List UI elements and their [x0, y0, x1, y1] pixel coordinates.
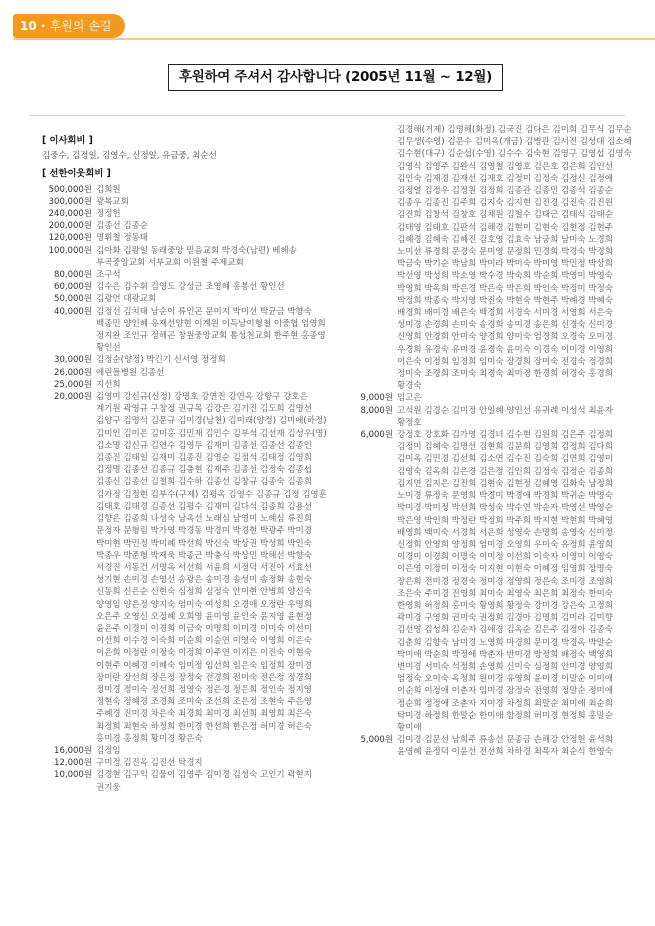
donor-entry — [42, 306, 327, 355]
donation-amount: 120,000원 — [48, 233, 92, 244]
donor-names: 정정헌 — [96, 209, 121, 220]
donor-names: 김정순(양정) 박긴기 신서영 정정희 — [96, 355, 226, 366]
donor-names: 김미경 김문선 남희주 류송선 문종금 손해강 안정헌 윤석희 윤영혜 윤정덕 이윤선 전선희 차하경 최목자 최순식 한영숙 — [397, 735, 613, 758]
donor-names: 강정호 강호화 김가영 김경녀 김수현 김원희 김은주 김정희 김정미 김혜숙 김명선 김현희 김문희 김영희 김정희 김다희 김미옥 김민경 김선희 김소연 김수진 김숙희 김연희 김영미 김영숙 김옥희 김은경 김은정 김인희 김정숙 김정순 김종희 김지연 김지은 김진희 김현숙 김현정 김혜영 김화숙 남정희 노미경 류정숙 문영희 박경미 박경애 박경희 박귀순 박명숙 박미경 박미정 박선희 박성숙 박수연 박순자 박영선 박영순 박은영 박인희 박정란 박정희 박주희 박지현 박현희 박혜영 배영희 백미숙 서경희 서은희 성영숙 손명희 송영숙 신미정 신정희 안영희 양정희 엄미경 오영희 우미숙 유정희 윤영희 이경미 이경희 이명숙 이미정 이선희 이숙자 이영미 이영숙 이은영 이정미 이정숙 이지현 이현숙 이혜정 임영희 장명숙 장은희 전미경 정경숙 정미경 정영희 정은숙 조미경 조영희 조은숙 주미경 진영희 최미숙 최영숙 최은희 최정숙 한미숙 한영희 허정희 홍미숙 황영희 황정숙 강미경 강은숙 고정희 곽미경 구영희 권미숙 권정희 김경아 김명희 김미라 김미향 김선영 김성희 김순자 김애경 김옥순 김은주 김정아 김종숙 김춘희 김향숙 남미경 노영희 마경희 문미경 박경옥 박말순 박미애 박순희 박정애 박춘자 반미경 방정희 배정숙 백영희 변미경 서미숙 석정희 손영희 신미숙 심정희 안미경 양영희 엄정숙 오미숙 옥정희 원미경 유영희 윤미경 이말순 이미애 이순희 이정애 이춘자 임미경 장정숙 전영희 정말순 정미애 정순희 정정애 조춘자 지미경 차정희 최말순 최미애 최순희 탁미경 하정희 한말순 한미애 함정희 허미경 현정희 홍말순 황미애 — [397, 430, 613, 733]
donation-amount: 10,000원 — [54, 770, 92, 781]
donation-amount: 300,000원 — [48, 196, 92, 207]
donor-entry — [42, 245, 327, 269]
donation-amount: 20,000원 — [54, 392, 92, 403]
donation-amount: 5,000원 — [360, 735, 393, 746]
board-title: [ 이사회비 ] — [42, 135, 93, 146]
title-divider — [30, 115, 625, 116]
donation-amount: 9,000원 — [360, 393, 393, 404]
donor-names: 김경현 김구익 김물이 김영주 김미경 김성숙 고인기 곽현지 권기웅 — [96, 770, 312, 793]
donor-entry — [42, 769, 327, 793]
page-number: 10 — [20, 19, 37, 33]
donor-names: 김정임 — [96, 745, 121, 756]
donor-entry — [42, 281, 327, 293]
donor-names: 구미정 김진옥 김진선 탁경지 — [96, 758, 203, 769]
donation-amount: 40,000원 — [54, 306, 92, 317]
donor-names: 명휘철 정동태 — [96, 233, 148, 244]
donation-amount: 50,000원 — [54, 294, 92, 305]
donor-names: 김정선 김치태 남순이 류인곤 문미지 박미선 박균금 박향숙 백종민 양인혜 유재선양현 이계원 이득남이형철 이중협 임영희 정지완 조인규 정해곤 창원중앙교회 톰성천교회 한주현 홍종영 황인선 — [96, 306, 326, 354]
left-column — [42, 124, 327, 794]
donation-amount: 240,000원 — [48, 209, 92, 220]
donor-names: 지선희 — [96, 379, 121, 390]
donation-amount: 60,000원 — [54, 282, 92, 293]
donor-entry — [348, 124, 638, 392]
donor-entry — [42, 391, 327, 745]
donation-amount: 100,000원 — [48, 245, 92, 256]
donation-amount: 200,000원 — [48, 221, 92, 232]
donor-entry — [42, 232, 327, 244]
donor-entry — [42, 220, 327, 232]
donor-names: 조구석 — [96, 270, 121, 281]
donor-entry — [42, 367, 327, 379]
bullet: · — [40, 19, 46, 33]
donor-names: 임고은 — [397, 393, 422, 404]
header-line — [13, 38, 655, 40]
donation-amount: 26,000원 — [54, 367, 92, 378]
donation-amount: 500,000원 — [48, 184, 92, 195]
donation-amount: 30,000원 — [54, 355, 92, 366]
page-title: 후원하여 주셔서 감사합니다 (2005년 11월 ~ 12월) — [168, 64, 503, 91]
donation-amount: 6,000원 — [360, 430, 393, 441]
donor-names: 김아화 김왕일 동래중앙 믿음교회 박경숙(남편) 베헤송 부곡중앙교회 서부교회 이원철 주제교회 — [96, 245, 297, 268]
donor-names: 김희원 — [96, 184, 121, 195]
donor-names: 에린들병원 김종선 — [96, 367, 165, 378]
donor-names: 김종선 김종순 — [96, 221, 148, 232]
donor-entry — [42, 293, 327, 305]
donor-entry — [42, 208, 327, 220]
donation-amount: 80,000원 — [54, 270, 92, 281]
right-donor-list — [348, 124, 638, 759]
donor-entry — [42, 379, 327, 391]
donor-names: 김영미 강신규(신정) 강명호 강연진 강연옥 강향구 강호은 계기원 곽영규 구창정 권규목 김강은 김기진 김도희 김명선 김양구 김명석 김문규 김미경(남천) 김미래(양정) 김미애(하정) 김미인 김미은 김미홍 김민재 김민수 김부석 김선재 김성우(명) 김소명 김신규 김연수 김영두 김재미 김종선 김종선 김종인 김종진 김태일 김재미 김종진 김영순 김점석 김태정 김영희 김정명 김종선 김종규 김충현 김재주 김종선 김정숙 김종섭 김종신 김종선 김철희 김수하 김종선 김창규 김종숙 김종희 김가정 김정현 김부수(구제) 김평옥 김영수 김종규 김정 김영훈 김태호 김태경 김종선 김평수 김재미 김다석 김종희 김용선 김향은 김종희 나성숙 남옥선 노래심 남영미 노혜심 류진희 문정자 문형림 박가영 박경동 박경미 박경현 박광주 박미경 박미현 박민정 박미혜 박선희 박신숙 박상권 박성희 박인숙 박종우 박준형 박재욱 박종근 박충식 박상민 박해선 박향숙 서경진 서동건 서명옥 서선희 서윤희 서정덕 서진아 서효선 성기현 손미경 손영선 송광은 송미경 송성미 송정화 송현숙 신동희 신은순 신현숙 심정희 심정숙 안미현 안병희 양신숙 양영임 양은정 양지숙 엄미숙 여성희 오경애 오정란 우명희 오은주 오영신 오정혜 오희영 윤미영 윤인숙 윤지영 윤현정 윤은주 이경미 이경희 이금숙 이명희 이미경 이미숙 이선미 이선희 이수경 이숙희 이순희 이승연 이영숙 이영희 이은숙 이은희 이정란 이정숙 이정희 이주연 이지은 이진숙 이현숙 이현주 이혜경 이혜숙 임미정 임선희 임은숙 임정희 장미경 장미란 장선희 장은정 장정숙 전경희 전미숙 전은정 정경희 정미경 정미숙 정선희 정영숙 정은경 정은희 정인숙 정지영 정현숙 정혜경 조경희 조미숙 조선희 조은정 조현숙 주은영 주혜경 진미경 차은숙 최경희 최미경 최선희 최영희 최은숙 최정희 최현숙 하정희 한미경 한선희 한은정 허미경 허은숙 홍미경 홍정희 황미경 황은숙 — [96, 392, 327, 744]
donor-entry — [42, 184, 327, 196]
donor-entry — [42, 757, 327, 769]
donor-names: 김경해(거제) 김명해(화정) 김국진 김다은 김미희 김무식 김무순 김무생(수영) 김문수 김미옥(개금) 김병관 김서진 김성대 김소혜 김수현(대구) 김순섭(수영) 김수수 김숙현 김영구 김영섭 김영숙 김영식 김영주 김완식 김영철 김영호 김은호 김은희 김인선 김인숙 김재경 김재선 김재호 김정미 김정숙 김정신 김정애 김정열 김정우 김정원 김정희 김종관 김종민 김종석 김종순 김종우 김종진 김주희 김지숙 김지현 김진경 김진숙 김진원 김진희 김창석 김창호 김채원 김철수 김태근 김태식 김태순 김태영 김태호 김판석 김해경 김현미 김현숙 김현정 김현주 김혜경 김혜숙 김혜진 김호영 김효숙 남궁희 남미숙 노경희 노미선 류경희 문경숙 문미영 문정희 민경희 박경숙 박경희 박금숙 박기순 박남희 박미라 박미숙 박미영 박민정 박상희 박선영 박성희 박소영 박수경 박숙희 박순희 박영미 박영숙 박영희 박옥희 박은경 박은숙 박은희 박인숙 박정미 박정숙 박정희 박종숙 박지영 박진숙 박현숙 박현주 박혜경 박혜숙 배경희 배미경 배은숙 백경희 서경숙 서미경 서영희 서은숙 성미경 손경희 손미숙 송경희 송미경 송은희 신경숙 신미경 신영희 안경희 안미숙 양경희 양미숙 엄경희 오경숙 오미경 우경희 유경숙 유미경 윤경숙 윤미숙 이경숙 이미경 이영희 이은숙 이정희 임경희 임미숙 장경희 장미숙 전경숙 정경희 정미숙 조경희 조미숙 최경숙 최미경 한경희 허경숙 홍경희 황경숙 — [397, 125, 632, 392]
donor-entry — [348, 734, 638, 758]
donation-amount: 16,000원 — [54, 745, 92, 756]
donation-title: [ 선한이웃회비 ] — [42, 168, 111, 180]
donation-amount — [348, 124, 397, 392]
donor-names: 김광언 대광교회 — [96, 294, 157, 305]
donation-amount: 8,000원 — [360, 405, 393, 416]
right-column — [348, 124, 638, 759]
left-donor-list — [42, 184, 327, 794]
donor-entry — [42, 745, 327, 757]
donor-names: 광복교회 — [96, 196, 129, 207]
donation-amount: 25,000원 — [54, 379, 92, 390]
board-members: 김중수, 김정일, 김영수, 신정일, 유금중, 최순선 — [42, 151, 217, 162]
donor-entry — [42, 354, 327, 366]
donor-entry — [348, 429, 638, 734]
section-tab — [13, 14, 125, 38]
donor-entry — [42, 196, 327, 208]
donation-amount: 12,000원 — [54, 758, 92, 769]
donor-entry — [348, 405, 638, 429]
donor-entry — [348, 392, 638, 404]
donor-entry — [42, 269, 327, 281]
section-label: 후원의 손길 — [49, 19, 112, 33]
donor-names: 김수은 김수휘 김영도 강성근 조영혜 홍봉선 황인선 — [96, 282, 285, 293]
donor-names: 고석원 김경순 김미정 안일혜 양인선 유귀례 이성석 최윤자 황정호 — [397, 405, 613, 428]
